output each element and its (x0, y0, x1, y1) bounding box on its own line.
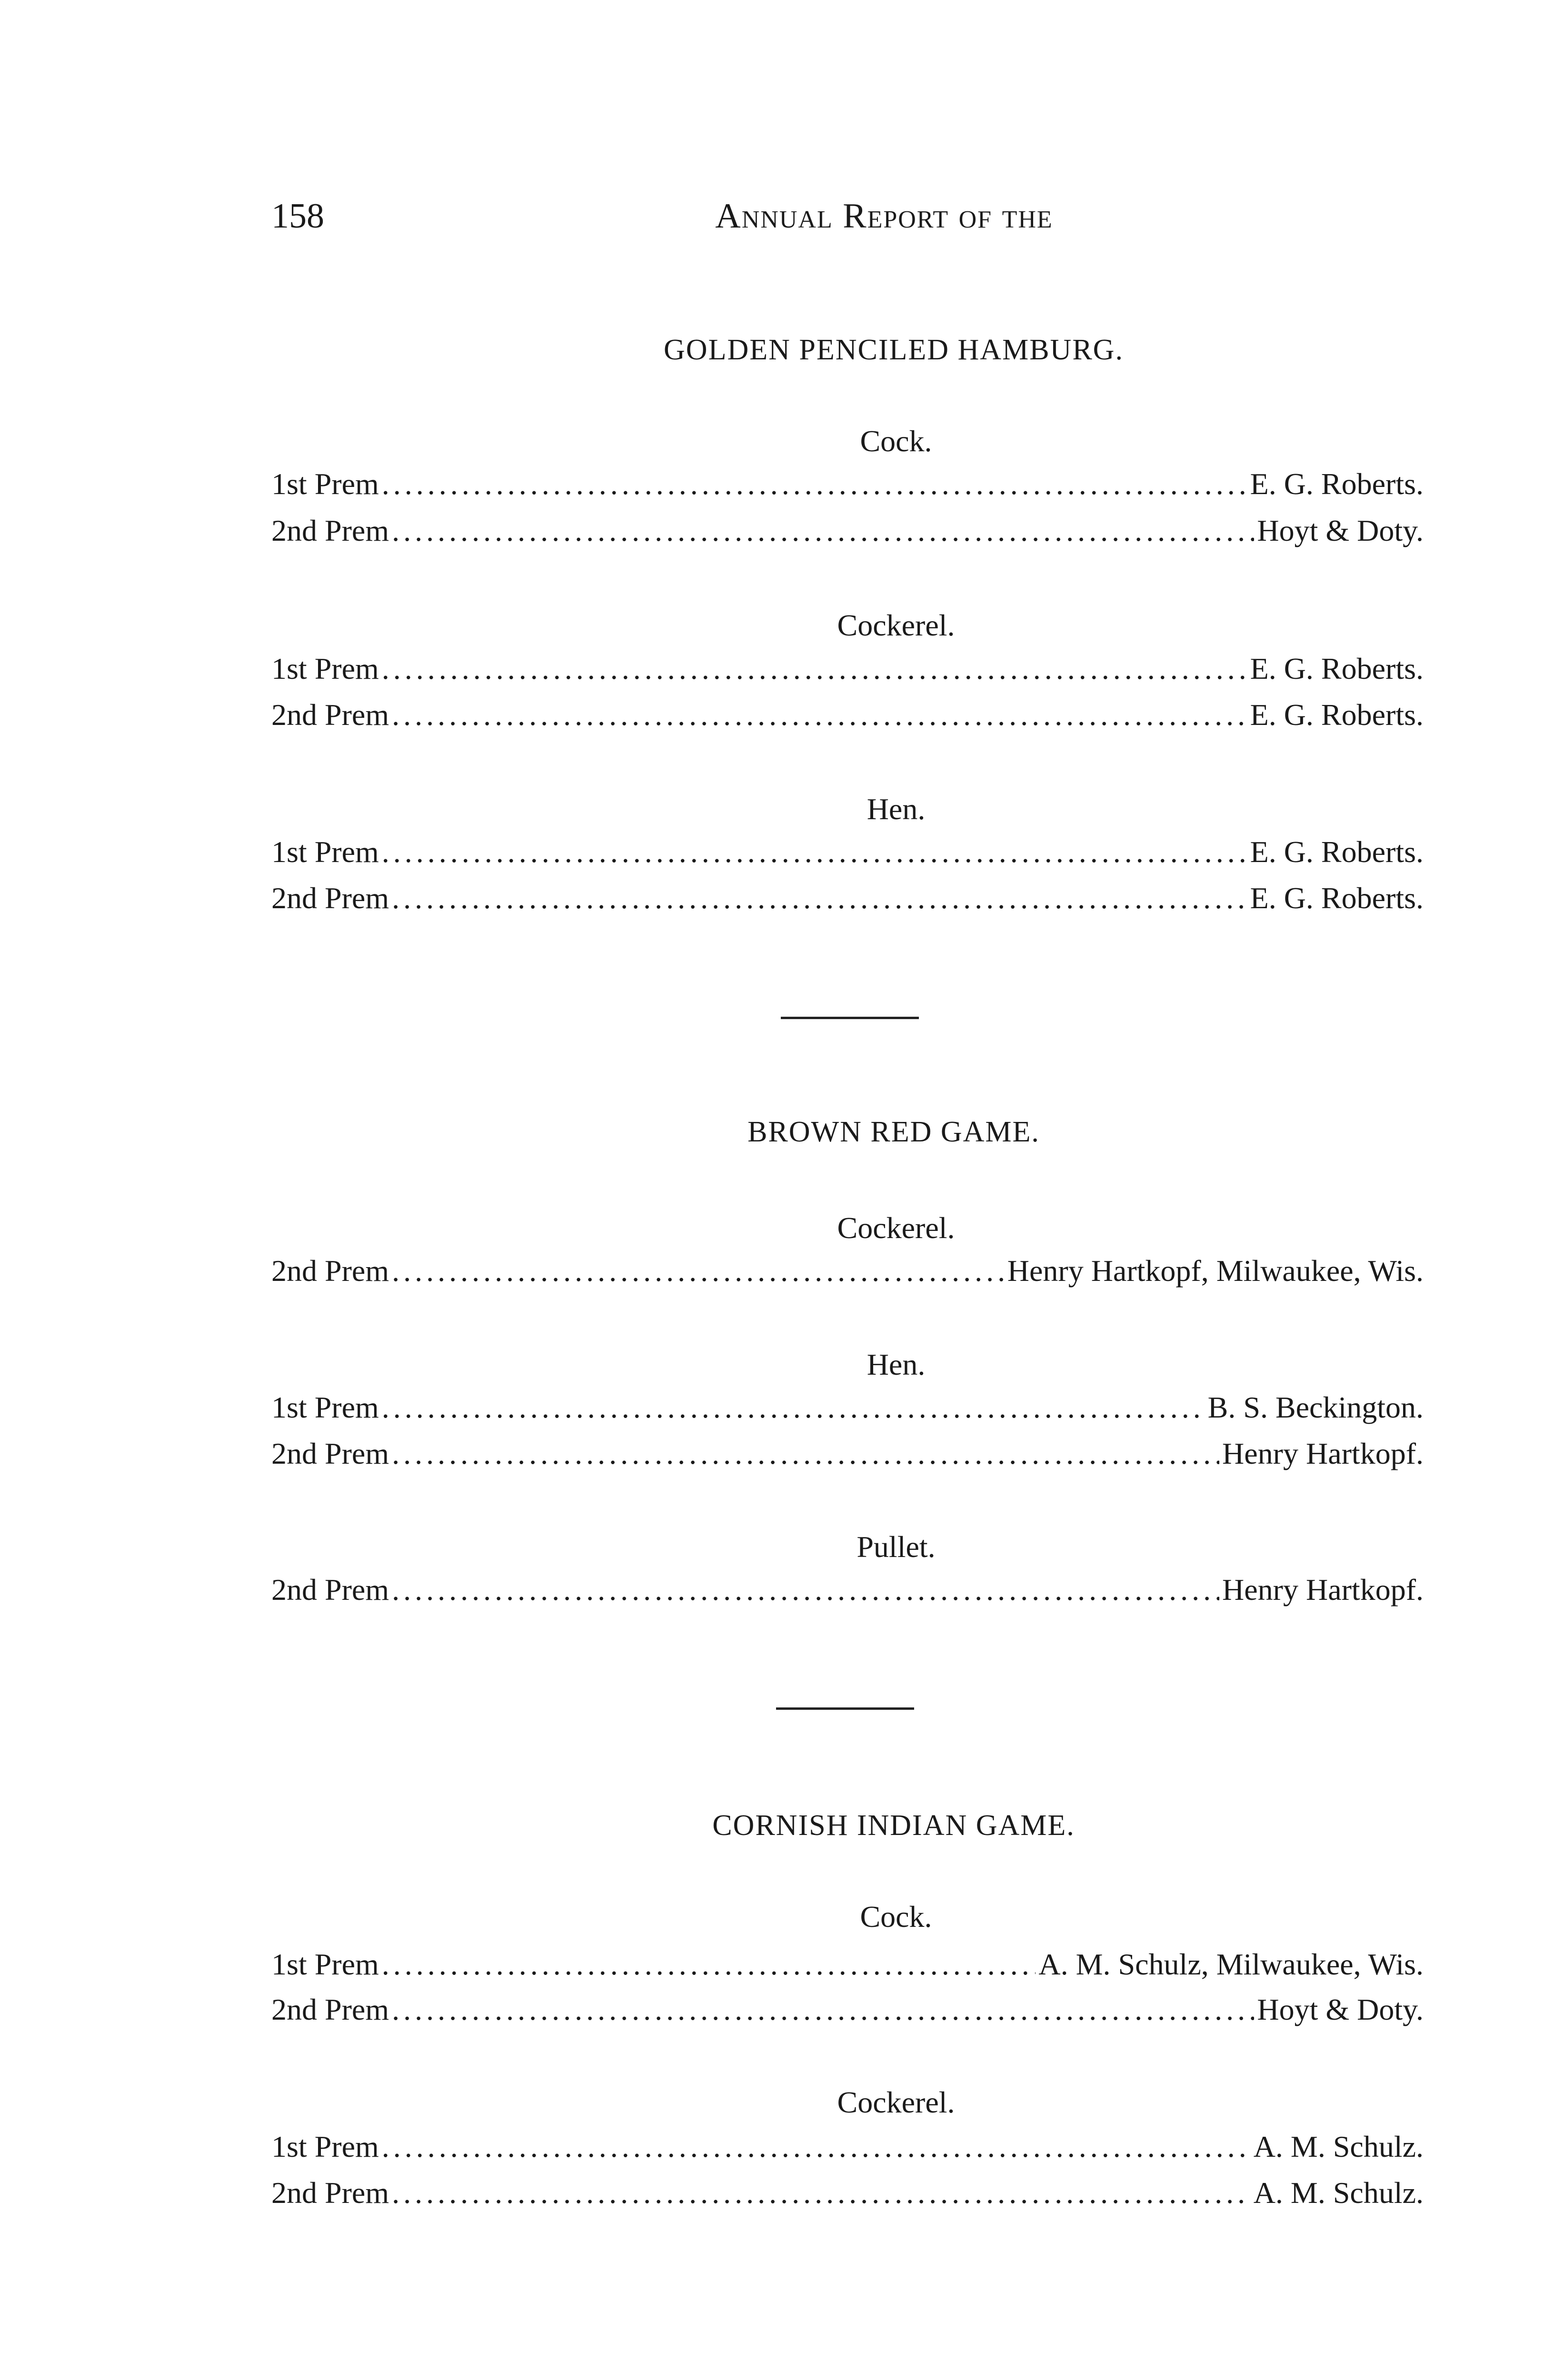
dot-leader (382, 1390, 1205, 1425)
dot-leader (382, 466, 1247, 502)
dot-leader (382, 2129, 1251, 2164)
premium-row (271, 1947, 1424, 1985)
premium-winner: Hoyt & Doty. (1257, 1993, 1424, 2026)
dot-leader (392, 1992, 1254, 2027)
dot-leader (392, 697, 1247, 733)
premium-row (271, 2129, 1424, 2167)
premium-winner: Hoyt & Doty. (1257, 514, 1424, 547)
section-title-brown-red-game: BROWN RED GAME. (747, 1116, 1040, 1148)
premium-row (271, 1436, 1424, 1474)
class-title-cockerel: Cockerel. (837, 2085, 955, 2119)
class-title-cockerel: Cockerel. (837, 1211, 955, 1245)
section-title-golden-penciled-hamburg: GOLDEN PENCILED HAMBURG. (664, 334, 1124, 366)
class-title-cock: Cock. (860, 424, 932, 458)
premium-row (271, 1572, 1424, 1610)
dot-leader (392, 1572, 1219, 1607)
premium-winner: E. G. Roberts. (1250, 467, 1424, 501)
header-title: Annual Report of the (715, 197, 1053, 236)
dot-leader (392, 881, 1247, 916)
class-title-hen: Hen. (867, 1348, 926, 1381)
premium-winner: A. M. Schulz, Milwaukee, Wis. (1038, 1947, 1424, 1981)
premium-label: 1st Prem (271, 467, 379, 501)
premium-row (271, 466, 1424, 505)
dot-leader (392, 513, 1254, 548)
premium-winner: Henry Hartkopf. (1222, 1437, 1424, 1470)
page-number: 158 (271, 197, 324, 236)
dot-leader (382, 651, 1247, 686)
premium-label: 2nd Prem (271, 1573, 389, 1606)
premium-label: 1st Prem (271, 1947, 379, 1981)
premium-row (271, 2175, 1424, 2213)
section-divider (781, 1017, 919, 1019)
premium-label: 2nd Prem (271, 1254, 389, 1288)
premium-label: 1st Prem (271, 1390, 379, 1424)
class-title-hen: Hen. (867, 792, 926, 826)
premium-label: 2nd Prem (271, 698, 389, 732)
premium-label: 2nd Prem (271, 881, 389, 915)
class-title-cock: Cock. (860, 1900, 932, 1934)
premium-row (271, 1253, 1424, 1291)
premium-row (271, 697, 1424, 735)
premium-label: 1st Prem (271, 652, 379, 685)
premium-winner: E. G. Roberts. (1250, 652, 1424, 685)
dot-leader (382, 834, 1247, 870)
class-title-pullet: Pullet. (857, 1530, 936, 1564)
premium-winner: A. M. Schulz. (1253, 2130, 1424, 2163)
section-title-cornish-indian-game: CORNISH INDIAN GAME. (712, 1809, 1075, 1842)
premium-row (271, 651, 1424, 689)
premium-row (271, 1992, 1424, 2030)
premium-winner: A. M. Schulz. (1253, 2176, 1424, 2210)
premium-label: 1st Prem (271, 2130, 379, 2163)
premium-label: 2nd Prem (271, 1437, 389, 1470)
premium-row (271, 881, 1424, 919)
premium-winner: E. G. Roberts. (1250, 698, 1424, 732)
premium-winner: B. S. Beckington. (1207, 1390, 1424, 1424)
premium-label: 1st Prem (271, 835, 379, 869)
premium-winner: E. G. Roberts. (1250, 835, 1424, 869)
premium-winner: Henry Hartkopf. (1222, 1573, 1424, 1606)
dot-leader (382, 1947, 1036, 1982)
premium-label: 2nd Prem (271, 2176, 389, 2210)
section-divider (776, 1707, 914, 1710)
dot-leader (392, 1436, 1219, 1471)
premium-label: 2nd Prem (271, 514, 389, 547)
premium-label: 2nd Prem (271, 1993, 389, 2026)
premium-row (271, 1390, 1424, 1428)
dot-leader (392, 1253, 1005, 1289)
class-title-cockerel: Cockerel. (837, 608, 955, 642)
premium-winner: E. G. Roberts. (1250, 881, 1424, 915)
running-head (271, 196, 1425, 239)
premium-row (271, 834, 1424, 873)
dot-leader (392, 2175, 1251, 2211)
premium-winner: Henry Hartkopf, Milwaukee, Wis. (1007, 1254, 1424, 1288)
premium-row (271, 513, 1424, 551)
